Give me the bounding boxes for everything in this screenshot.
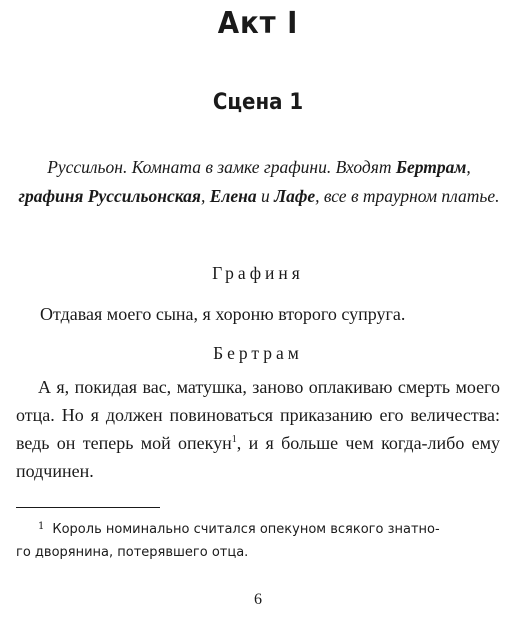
footnote-divider	[16, 507, 160, 508]
footnote-line	[16, 515, 500, 541]
character-name-countess: графиня Руссильонская	[18, 186, 201, 206]
character-name-lafeu: Лафе	[274, 186, 316, 206]
page-number: 6	[254, 591, 262, 608]
stage-direction	[14, 153, 504, 211]
character-name-bertram: Бертрам	[395, 157, 467, 177]
footnote-line: го дворянина, потерявшего отца.	[16, 545, 249, 560]
stage-direction-text: ,	[466, 157, 471, 177]
speech-text	[16, 373, 500, 485]
speaker-name: Графиня	[212, 263, 304, 283]
stage-direction-text: Руссильон. Комната в замке графини. Входят	[47, 157, 396, 177]
stage-direction-text: и	[256, 186, 275, 206]
stage-direction-text: ,	[200, 186, 210, 206]
act-title: Акт I	[217, 6, 299, 41]
character-name-helena: Елена	[209, 186, 257, 206]
footnote-reference[interactable]: 1	[231, 434, 237, 445]
speech-text: Отдавая моего сына, я хороню второго супруга.	[40, 304, 406, 324]
stage-direction-text: , все в траурном платье.	[315, 186, 500, 206]
speaker-name: Бертрам	[213, 343, 303, 363]
speech-text-part: , и я больше чем когда-либо ему подчинен.	[16, 433, 500, 481]
scene-title: Сцена 1	[212, 90, 304, 115]
footnote-text: Король номинально считался опекуном всякого знатно-	[52, 522, 440, 537]
footnote	[16, 515, 500, 564]
speech-text-part: А я, покидая вас, матушка, заново оплакиваю смерть моего отца. Но я должен повиноваться приказанию его величества: ведь он теперь мой опекун	[16, 377, 500, 453]
footnote-marker: 1	[38, 521, 45, 532]
